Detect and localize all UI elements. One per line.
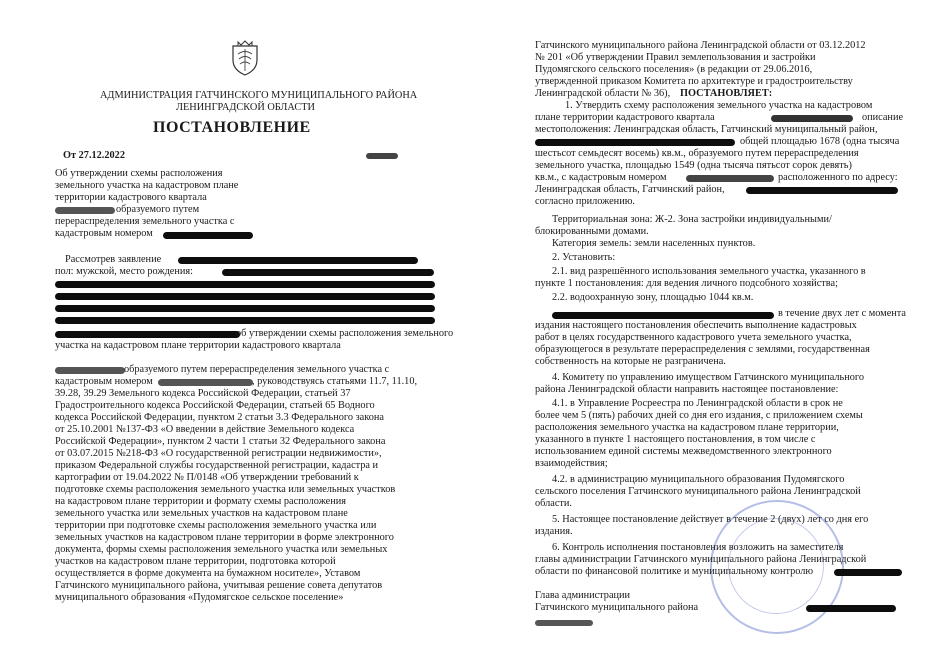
body-line: 2.1. вид разрешённого использования земельного участка, указанного в [552,266,866,277]
intro-line: Гатчинского муниципального района Ленинградской области от 03.12.2012 [535,40,866,51]
redaction [366,153,398,159]
subject-line: территории кадастрового квартала [55,192,207,203]
body-line: 4.1. в Управление Росреестра по Ленинградской области в срок не [552,398,843,409]
redaction [686,175,774,182]
signatory-title-line1: Глава администрации [535,590,631,601]
body-line: Гатчинского муниципального района, учитывая решение совета депутатов [55,580,383,591]
organization-name-line1: АДМИНИСТРАЦИЯ ГАТЧИНСКОГО МУНИЦИПАЛЬНОГО РАЙОНА [100,90,418,101]
body-line: Градостроительного кодекса Российской Федерации, статьей 65 Водного [55,400,375,411]
body-line: 2. Установить: [552,252,616,263]
body-line: расположения земельного участка на кадастровом плане территории, [535,422,839,433]
body-line: Рассмотрев заявление [65,254,162,265]
body-line: пункте 1 постановления: для ведения личного подсобного хозяйства; [535,278,838,289]
body-line: района Ленинградской области направить настоящее постановление: [535,384,839,395]
body-line: кадастровым номером [55,376,153,387]
body-line: шестьсот семьдесят восемь) кв.м., образуемого путем перераспределения [535,148,859,159]
organization-name-line2: ЛЕНИНГРАДСКОЙ ОБЛАСТИ [176,102,315,113]
redaction [535,620,593,626]
body-line: 6. Контроль исполнения постановления возложить на заместителя [552,542,844,553]
body-line: земельного участка, площадью 1549 (одна тысяча пятьсот сорок девять) [535,160,852,171]
body-line: на кадастровом плане территории и формату схемы расположения [55,496,347,507]
redaction [55,281,435,288]
body-line: издания. [535,526,573,537]
body-line: 4.2. в администрацию муниципального образования Пудомягского [552,474,845,485]
document-type-heading: ПОСТАНОВЛЕНИЕ [153,119,311,136]
intro-line: Пудомягского сельского поселения» (в редакции от 29.06.2016, [535,64,813,75]
body-line: документа, формы схемы расположения земельного участка или земельных [55,544,388,555]
body-line: кодекса Российской Федерации, пунктом 2 статьи 3.3 Федерального закона [55,412,384,423]
right-page [460,0,926,663]
body-line: земельных участков на кадастровом плане территории в форме электронного [55,532,394,543]
redaction [163,232,253,239]
redaction [746,187,898,194]
body-line: работ в целях государственного кадастрового учета земельного участка, [535,332,852,343]
body-line: описание [862,112,904,123]
redaction [771,115,853,122]
body-line: указанного в пункте 1 настоящего постановления, в том числе с [535,434,816,445]
body-line: муниципального образования «Пудомягское сельское поселение» [55,592,344,603]
subject-line: кадастровым номером [55,228,153,239]
body-line: пол: мужской, место рождения: [55,266,193,277]
body-line: образуемого путем перераспределения земельного участка с [124,364,390,375]
body-line: в течение двух лет с момента [778,308,906,319]
redaction [55,293,435,300]
body-line: 5. Настоящее постановление действует в течение 2 (двух) лет со дня его [552,514,869,525]
intro-line: № 201 «Об утверждении Правил землепользования и застройки [535,52,816,63]
redaction [552,312,774,319]
body-line: Ленинградская область, Гатчинский район, [535,184,725,195]
body-line: взаимодействия; [535,458,608,469]
document-date: От 27.12.2022 [63,150,125,161]
body-line: территории при подготовке схемы расположения земельного участка или [55,520,377,531]
body-line: издания настоящего постановления обеспечить выполнение кадастровых [535,320,857,331]
body-line: , руководствуясь статьями 11.7, 11.10, [252,376,418,387]
subject-line: перераспределения земельного участка с [55,216,235,227]
body-line: главы администрации Гатчинского муниципального района Ленинградской [535,554,867,565]
redaction [55,305,435,312]
intro-line: утвержденной приказом Комитета по архитектуре и градостроительству [535,76,853,87]
body-line: области. [535,498,572,509]
body-line: плане территории кадастрового квартала [535,112,715,123]
body-line: Категория земель: земли населенных пунктов. [552,238,756,249]
body-line: подготовке схемы расположения земельного участка или земельных участков [55,484,396,495]
body-line: 39.28, 39.29 Земельного кодекса Российской Федерации, статьей 37 [55,388,351,399]
redaction [222,269,434,276]
body-line: образующегося в результате перераспределения с землями, государственная [535,344,870,355]
coat-of-arms-icon [230,40,260,76]
body-line: собственность на которые не разграничена. [535,356,726,367]
subject-line: Об утверждении схемы расположения [55,168,223,179]
body-line: об утверждении схемы расположения земельного [236,328,454,339]
body-line: 2.2. водоохранную зону, площадью 1044 кв.м. [552,292,754,303]
body-line: блокированными домами. [535,226,649,237]
body-line: земельного участка или земельных участков на кадастровом плане [55,508,348,519]
redaction [55,207,115,214]
left-page [0,0,460,663]
body-line: участков на кадастровом плане территории, подготовка которой [55,556,336,567]
body-line: участка на кадастровом плане территории кадастрового квартала [55,340,341,351]
body-line: использованием единой системы межведомственного электронного [535,446,832,457]
body-line: осуществляется в форме документа на бумажном носителе», Уставом [55,568,361,579]
body-line: сельского поселения Гатчинского муниципального района Ленинградской [535,486,861,497]
body-line: от 03.07.2015 №218-ФЗ «О государственной регистрации недвижимости», [55,448,382,459]
body-line: Территориальная зона: Ж-2. Зона застройки индивидуальными/ [552,214,832,225]
body-line: местоположения: Ленинградская область, Гатчинский муниципальный район, [535,124,878,135]
signatory-title-line2: Гатчинского муниципального района [535,602,699,613]
body-line: более чем 5 (пять) рабочих дней со дня его издания, с приложением схемы [535,410,863,421]
redaction [55,331,240,338]
redaction [535,139,735,146]
body-line: расположенного по адресу: [778,172,898,183]
body-line: Российской Федерации», пунктом 2 части 1 статьи 32 Федерального закона [55,436,386,447]
body-line: от 25.10.2001 №137-ФЗ «О введении в действие Земельного кодекса [55,424,355,435]
resolution-heading: ПОСТАНОВЛЯЕТ: [680,88,773,99]
redaction [806,605,896,612]
redaction [834,569,902,576]
redaction [55,317,435,324]
body-line: приказом Федеральной службы государственной регистрации, кадастра и [55,460,379,471]
body-line: картографии от 19.04.2022 № П/0148 «Об утверждении требований к [55,472,359,483]
subject-line: земельного участка на кадастровом плане [55,180,239,191]
body-line: согласно приложению. [535,196,635,207]
redaction [178,257,418,264]
redaction [158,379,253,386]
redaction [55,367,125,374]
body-line: общей площадью 1678 (одна тысяча [740,136,900,147]
body-line: 1. Утвердить схему расположения земельного участка на кадастровом [565,100,873,111]
body-line: области по финансовой политике и муниципальному контролю [535,566,814,577]
body-line: 4. Комитету по управлению имуществом Гатчинского муниципального [552,372,865,383]
subject-line: образуемого путем [116,204,200,215]
intro-line: Ленинградской области № 36), [535,88,671,99]
body-line: кв.м., с кадастровым номером [535,172,667,183]
